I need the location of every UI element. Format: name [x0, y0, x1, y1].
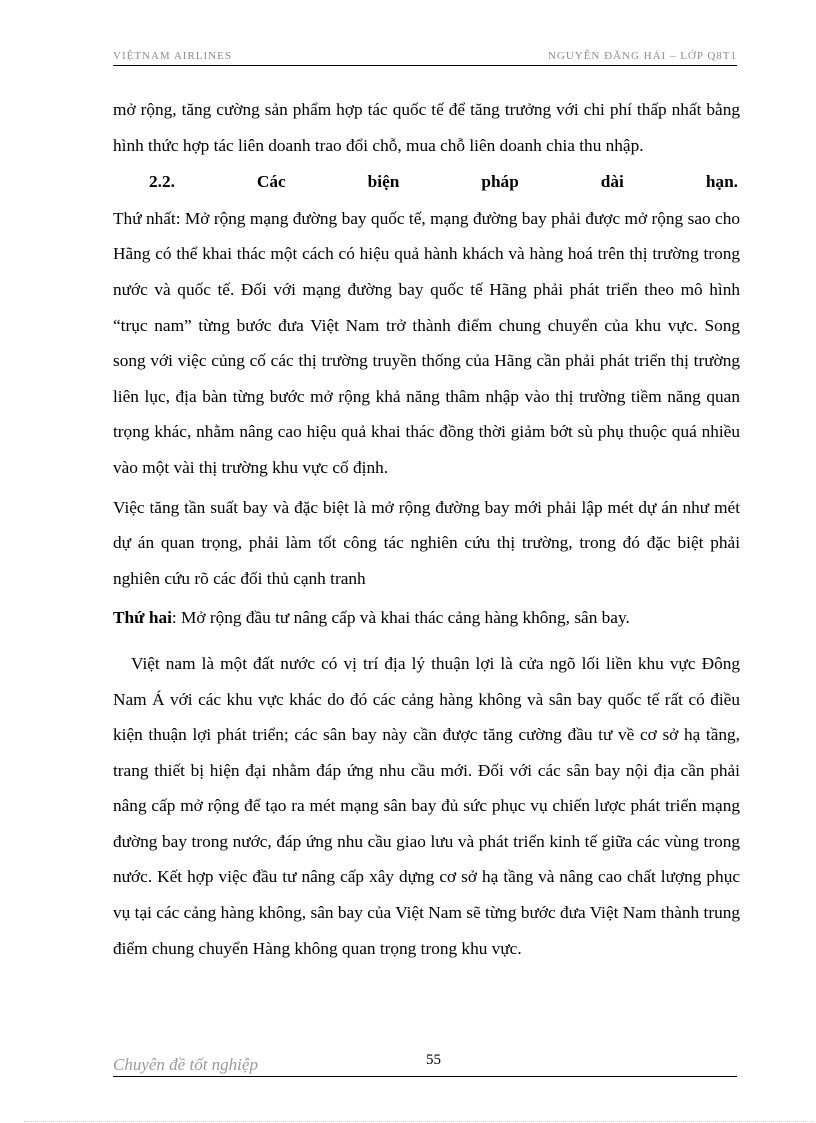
- heading-number: 2.2.: [149, 172, 175, 192]
- section-heading: [113, 164, 740, 200]
- heading-word: dài: [600, 172, 624, 192]
- footer-left-text: Chuyên đề tốt nghiệp: [113, 1055, 258, 1074]
- page-edge-divider: [24, 1121, 814, 1122]
- paragraph-intro: mở rộng, tăng cường sản phẩm hợp tác quốc tế để tăng trưởng với chi phí thấp nhất bằng hình thức hợp tác liên doanh trao đổi chỗ, mua chỗ liên doanh chia thu nhập.: [113, 100, 740, 155]
- header-right-text: NGUYỄN ĐĂNG HẢI – LỚP Q8T1: [547, 50, 737, 62]
- heading-word: Các: [256, 172, 286, 192]
- page-number: 55: [426, 1052, 441, 1068]
- paragraph-airports: Việt nam là một đất nước có vị trí địa lý thuận lợi là cửa ngõ lối liền khu vực Đông Nam Á với các khu vực khác do đó các cảng hàng không và sân bay quốc tế rất có điều kiện thuận lợi phát triển; các sân bay này cần được tăng cường đầu tư về cơ sở hạ tầng, trang thiết bị hiện đại nhằm đáp ứng nhu cầu mới. Đối với các sân bay nội địa cần phải nâng cấp mở rộng để tạo ra mét mạng sân bay đủ sức phục vụ chiến lược phát triển mạng đường bay trong nước, đáp ứng nhu cầu giao lưu và phát triển kinh tế giữa các vùng trong nước. Kết hợp việc đầu tư nâng cấp xây dựng cơ sở hạ tầng và nâng cao chất lượng phục vụ tại các cảng hàng không, sân bay của Việt Nam sẽ từng bước đưa Việt Nam thành trung điểm chung chuyển Hàng không quan trọng trong khu vực.: [113, 653, 740, 958]
- second-measure-label: Thứ hai: [113, 608, 172, 628]
- second-measure-text: : Mở rộng đầu tư nâng cấp và khai thác cảng hàng không, sân bay.: [171, 608, 630, 628]
- paragraph-flight-frequency: Việc tăng tần suất bay và đặc biệt là mở rộng đường bay mới phải lập mét dự án như mét dự án quan trọng, phải làm tốt công tác nghiên cứu thị trường, trong đó đặc biệt phải nghiên cứu rõ các đối thủ cạnh tranh: [113, 497, 740, 588]
- header-left-text: VIỆTNAM AIRLINES: [113, 50, 232, 62]
- page-body: [113, 92, 740, 966]
- heading-word: biện: [367, 172, 400, 192]
- heading-word: hạn.: [705, 172, 738, 192]
- page-footer: [113, 1050, 737, 1077]
- heading-word: pháp: [481, 172, 519, 192]
- paragraph-second-measure: [113, 600, 740, 636]
- page-header: [113, 47, 737, 66]
- paragraph-first-measure: Thứ nhất: Mở rộng mạng đường bay quốc tế, mạng đường bay phải được mở rộng sao cho Hãng có thể khai thác một cách có hiệu quả hành khách và hàng hoá trên thị trường trong nước và quốc tế. Đối với mạng đường bay quốc tế Hãng phải phát triển theo mô hình “trục nam” từng bước đưa Việt Nam trở thành điểm chung chuyển của khu vực. Song song với việc củng cố các thị trường truyền thống của Hãng cần phải phát triển thị trường liên lục, địa bàn từng bước mở rộng khả năng thâm nhập vào thị trường tiềm năng quan trọng khác, nhằm nâng cao hiệu quả khai thác đồng thời giảm bớt sù phụ thuộc quá nhiều vào một vài thị trường khu vực cố định.: [113, 208, 740, 477]
